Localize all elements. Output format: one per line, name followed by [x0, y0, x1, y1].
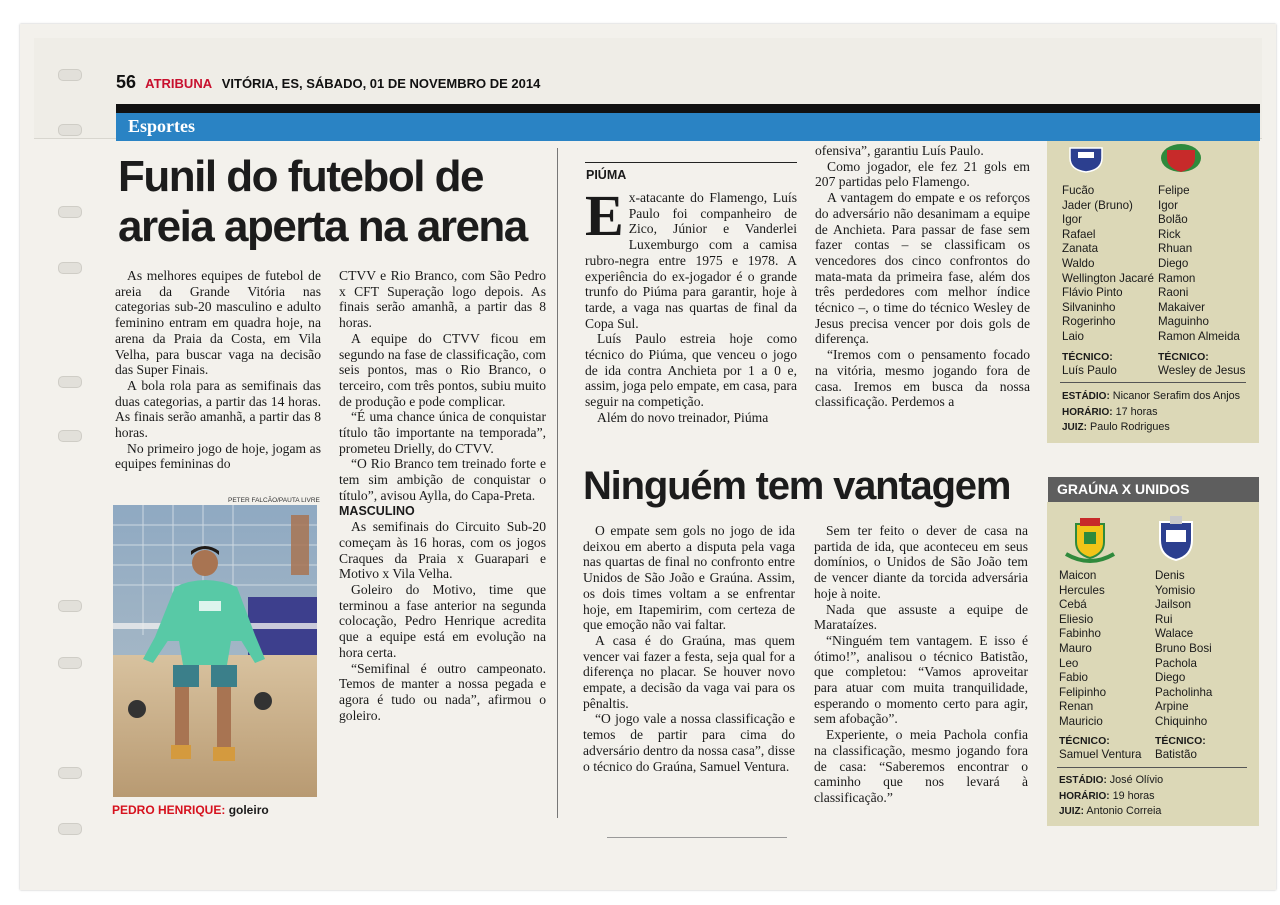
player-name: Pacholinha [1155, 685, 1213, 699]
player-name: Leo [1059, 656, 1079, 670]
referee-label: JUIZ: [1062, 422, 1087, 434]
player-name: Diego [1158, 256, 1189, 270]
stadium: José Olívio [1109, 774, 1164, 786]
player-name: Wellington Jacaré [1062, 271, 1154, 285]
paragraph: ofensiva”, garantiu Luís Paulo. [815, 143, 984, 158]
photo-credit: PETER FALCÃO/PAUTA LIVRE [228, 497, 320, 504]
player-name: Denis [1155, 569, 1185, 582]
player-name: Ramon Almeida [1158, 329, 1240, 343]
article2-column2 [815, 143, 1030, 446]
binder-hole [58, 69, 82, 81]
paragraph: A vantagem do empate e os reforços do adversário não desanimam a equipe de Anchieta. Para passar de fase sem fazer contas – se classificam os vencedores dos cinco confrontos do mata-mata da primeira fase, além dos três perdedores com melhor índice técnico –, o time do técnico Wesley de Jesus precisa vencer por dois gols de diferença. [815, 190, 1030, 347]
player-name: Laio [1062, 329, 1084, 343]
player-name: Fabinho [1059, 627, 1101, 641]
paragraph: “Iremos com o pensamento focado na vitória, mesmo jogando fora de casa. Iremos em busca da nossa classificação. Perdemos a [815, 347, 1030, 410]
player-name: Renan [1059, 700, 1094, 714]
player-name: Chiquinho [1155, 714, 1208, 728]
drop-cap: E [585, 183, 624, 248]
coach-name: Batistão [1155, 748, 1197, 761]
coach-name: Samuel Ventura [1059, 748, 1142, 761]
referee-label: JUIZ: [1059, 806, 1084, 818]
match-time: 17 horas [1115, 405, 1158, 418]
stadium-label: ESTÁDIO: [1062, 391, 1110, 402]
photo-caption [112, 803, 269, 817]
paragraph: Nada que assuste a equipe de Marataízes. [814, 601, 1028, 633]
stadium: Nicanor Serafim dos Anjos [1112, 390, 1241, 402]
binder-hole [58, 430, 82, 442]
paragraph: Sem ter feito o dever de casa na partida de ida, que aconteceu em seus domínios, o Unidos de São João tem de vencer diante da torcida adversária hoje à noite. [814, 523, 1028, 601]
lineup-list-right-2 [1155, 569, 1212, 730]
player-name: Maguinho [1158, 315, 1209, 329]
paragraph: As semifinais do Circuito Sub-20 começam às 16 horas, com os jogos Craques da Praia x Guarapari e Motivo x Vila Velha. [339, 519, 546, 582]
match-time: 19 horas [1112, 789, 1155, 802]
player-name: Rui [1155, 612, 1173, 626]
coach-name: Wesley de Jesus [1158, 364, 1246, 377]
fold-mark [607, 837, 787, 838]
player-name: Raoni [1158, 286, 1189, 300]
article1-headline: Funil do futebol de areia aperta na arena [118, 152, 527, 251]
time-label: HORÁRIO: [1062, 406, 1113, 418]
newspaper-brand: ATRIBUNA [145, 76, 213, 91]
binder-hole [58, 767, 82, 779]
player-name: Felipe [1158, 184, 1190, 197]
header-rule [116, 104, 1260, 113]
paragraph: CTVV e Rio Branco, com São Pedro x CFT Superação logo depois. As finais serão amanhã, a partir das 8 horas. [339, 268, 546, 331]
player-name: Mauro [1059, 641, 1092, 655]
section-title: Esportes [128, 116, 195, 136]
player-name: Arpine [1155, 700, 1189, 714]
box-divider [1060, 382, 1246, 383]
coach-name: Luís Paulo [1062, 364, 1117, 377]
team-crest-icon [1066, 144, 1106, 174]
player-name: Yomisio [1155, 583, 1196, 597]
binder-hole [58, 376, 82, 388]
lineup-list-left-2 [1059, 569, 1106, 730]
paragraph: No primeiro jogo de hoje, jogam as equipes femininas do [115, 440, 321, 472]
player-name: Bruno Bosi [1155, 641, 1212, 655]
binder-hole [58, 657, 82, 669]
caption-role: goleiro [228, 803, 269, 817]
dateline: VITÓRIA, ES, SÁBADO, 01 DE NOVEMBRO DE 2014 [221, 76, 541, 91]
paragraph: As melhores equipes de futebol de areia da Grande Vitória nas categorias sub-20 masculino e adulto feminino entram em quadra hoje, na arena da Praia da Costa, em Vila Velha, para buscar vaga na decisão das Super Finais. [115, 268, 321, 378]
player-name: Fucão [1062, 184, 1095, 197]
box-header [1048, 477, 1259, 502]
paragraph: O empate sem gols no jogo de ida deixou em aberto a disputa pela vaga nas quartas de final no confronto entre Unidos de São João e Graúna. Assim, os dois times voltam a se enfrentar hoje, em Itapemirim, com certeza de que emoção não vai faltar. [583, 523, 795, 633]
player-name: Cebá [1059, 598, 1087, 612]
paragraph: Além do novo treinador, Piúma [597, 409, 769, 425]
player-name: Felipinho [1059, 685, 1107, 699]
lineup-list-right-1 [1158, 184, 1240, 345]
player-name: Eliesio [1059, 612, 1094, 626]
player-name: Hercules [1059, 583, 1105, 597]
binder-hole [58, 262, 82, 274]
team-crest-icon [1060, 514, 1120, 564]
caption-name: PEDRO HENRIQUE: [112, 803, 226, 817]
referee: Paulo Rodrigues [1090, 421, 1170, 434]
stadium-label: ESTÁDIO: [1059, 775, 1107, 786]
subhead: MASCULINO [339, 503, 415, 518]
article2-kicker: PIÚMA [586, 168, 627, 182]
player-name: Walace [1155, 627, 1194, 641]
box-title: GRAÚNA X UNIDOS [1057, 481, 1190, 497]
page-header [116, 72, 540, 93]
paragraph: “Semifinal é outro campeonato. Temos de manter a nossa pegada e agora é tudo ou nada”, afirmou o goleiro. [339, 660, 546, 723]
paragraph: “É uma chance única de conquistar título tão importante na temporada”, prometeu Drielly, do CTVV. [339, 409, 546, 456]
paragraph: “O Rio Branco tem treinado forte e tem sim ambição de conquistar o título”, avisou Aylla, do Capa-Preta. [339, 456, 546, 503]
player-name: Maicon [1059, 569, 1097, 582]
paragraph: “Ninguém tem vantagem. E isso é ótimo!”, analisou o técnico Batistão, que completou: “Vamos aproveitar para atuar com muita tranquilidade, esperando o momento certo para agir, sem afobação”. [814, 632, 1028, 727]
paragraph: x-atacante do Flamengo, Luís Paulo foi companheiro de Zico, Júnior e Vanderlei Luxemburgo com a camisa rubro-negra entre 1975 e 1978. A experiência do ex-jogador é o grande trunfo do Piúma para garantir, hoje à tarde, a vaga nas quartas de final da Copa Sul. [585, 190, 797, 331]
player-name: Zanata [1062, 242, 1099, 256]
player-name: Makaiver [1158, 300, 1206, 314]
binder-hole [58, 206, 82, 218]
player-name: Rogerinho [1062, 315, 1116, 329]
player-name: Mauricio [1059, 714, 1103, 728]
article3-column1 [583, 523, 795, 774]
player-name: Jailson [1155, 598, 1192, 612]
match-info [1062, 389, 1240, 436]
coach-label: TÉCNICO: [1155, 735, 1206, 747]
binder-hole [58, 600, 82, 612]
player-name: Igor [1158, 198, 1178, 212]
team-crest-icon [1156, 514, 1196, 564]
article1-column2 [339, 268, 546, 723]
player-name: Bolão [1158, 213, 1188, 227]
player-name: Rafael [1062, 227, 1096, 241]
player-name: Diego [1155, 671, 1186, 685]
player-name: Flávio Pinto [1062, 286, 1123, 300]
page-number: 56 [116, 72, 137, 92]
player-name: Ramon [1158, 271, 1196, 285]
team-crest-icon [1157, 144, 1205, 176]
paragraph: Experiente, o meia Pachola confia na classificação, mesmo jogando fora de casa: “Saberemos encontrar o caminho que nos levará à classificação.” [814, 727, 1028, 805]
paragraph: A bola rola para as semifinais das duas categorias, a partir das 14 horas. As finais serão amanhã, a partir das 8 horas. [115, 377, 321, 441]
binder-hole [58, 823, 82, 835]
lineup-list-left-1 [1062, 184, 1154, 345]
player-name: Rhuan [1158, 242, 1193, 256]
paragraph: Goleiro do Motivo, time que terminou a fase anterior na segunda colocação, Pedro Henrique acredita que a equipe está em evolução na hora certa. [339, 582, 546, 660]
player-name: Igor [1062, 213, 1082, 227]
kicker-rule [585, 162, 797, 163]
player-name: Pachola [1155, 656, 1197, 670]
paragraph: A casa é do Graúna, mas quem vencer vai fazer a festa, seja qual for a diferença no placar. Se houver novo empate, a decisão da vaga vai para os pênaltis. [583, 632, 795, 711]
player-name: Waldo [1062, 256, 1095, 270]
article3-headline: Ninguém tem vantagem [583, 464, 1011, 508]
column-rule [557, 148, 558, 818]
match-info [1059, 773, 1163, 820]
section-bar [116, 113, 1260, 141]
player-name: Silvaninho [1062, 300, 1116, 314]
player-name: Fabio [1059, 671, 1089, 685]
article1-column1 [115, 268, 321, 472]
article3-column2 [814, 523, 1028, 806]
coach-label: TÉCNICO: [1059, 735, 1110, 747]
goalkeeper-photo [113, 505, 317, 797]
player-name: Jader (Bruno) [1062, 198, 1133, 212]
coach-label: TÉCNICO: [1158, 351, 1209, 363]
box-divider [1057, 767, 1247, 768]
article2-column1 [585, 183, 797, 426]
paragraph: “O jogo vale a nossa classificação e temos de partir para cima do adversário dentro da nossa casa”, disse o técnico do Graúna, Samuel Ventura. [583, 711, 795, 774]
time-label: HORÁRIO: [1059, 790, 1110, 802]
player-name: Rick [1158, 227, 1181, 241]
coach-label: TÉCNICO: [1062, 351, 1113, 363]
paragraph: A equipe do CTVV ficou em segundo na fase de classificação, com seis pontos, mas o Rio Branco, o terceiro, com três pontos, subiu muito de produção e pode complicar. [339, 330, 546, 409]
binder-hole [58, 124, 82, 136]
paragraph: Luís Paulo estreia hoje como técnico do Piúma, que venceu o jogo de ida contra Anchieta por 1 a 0 e, assim, joga pelo empate, em casa, para seguir na competição. [585, 331, 797, 410]
paragraph: Como jogador, ele fez 21 gols em 207 partidas pelo Flamengo. [815, 158, 1030, 190]
referee: Antonio Correia [1086, 805, 1162, 818]
